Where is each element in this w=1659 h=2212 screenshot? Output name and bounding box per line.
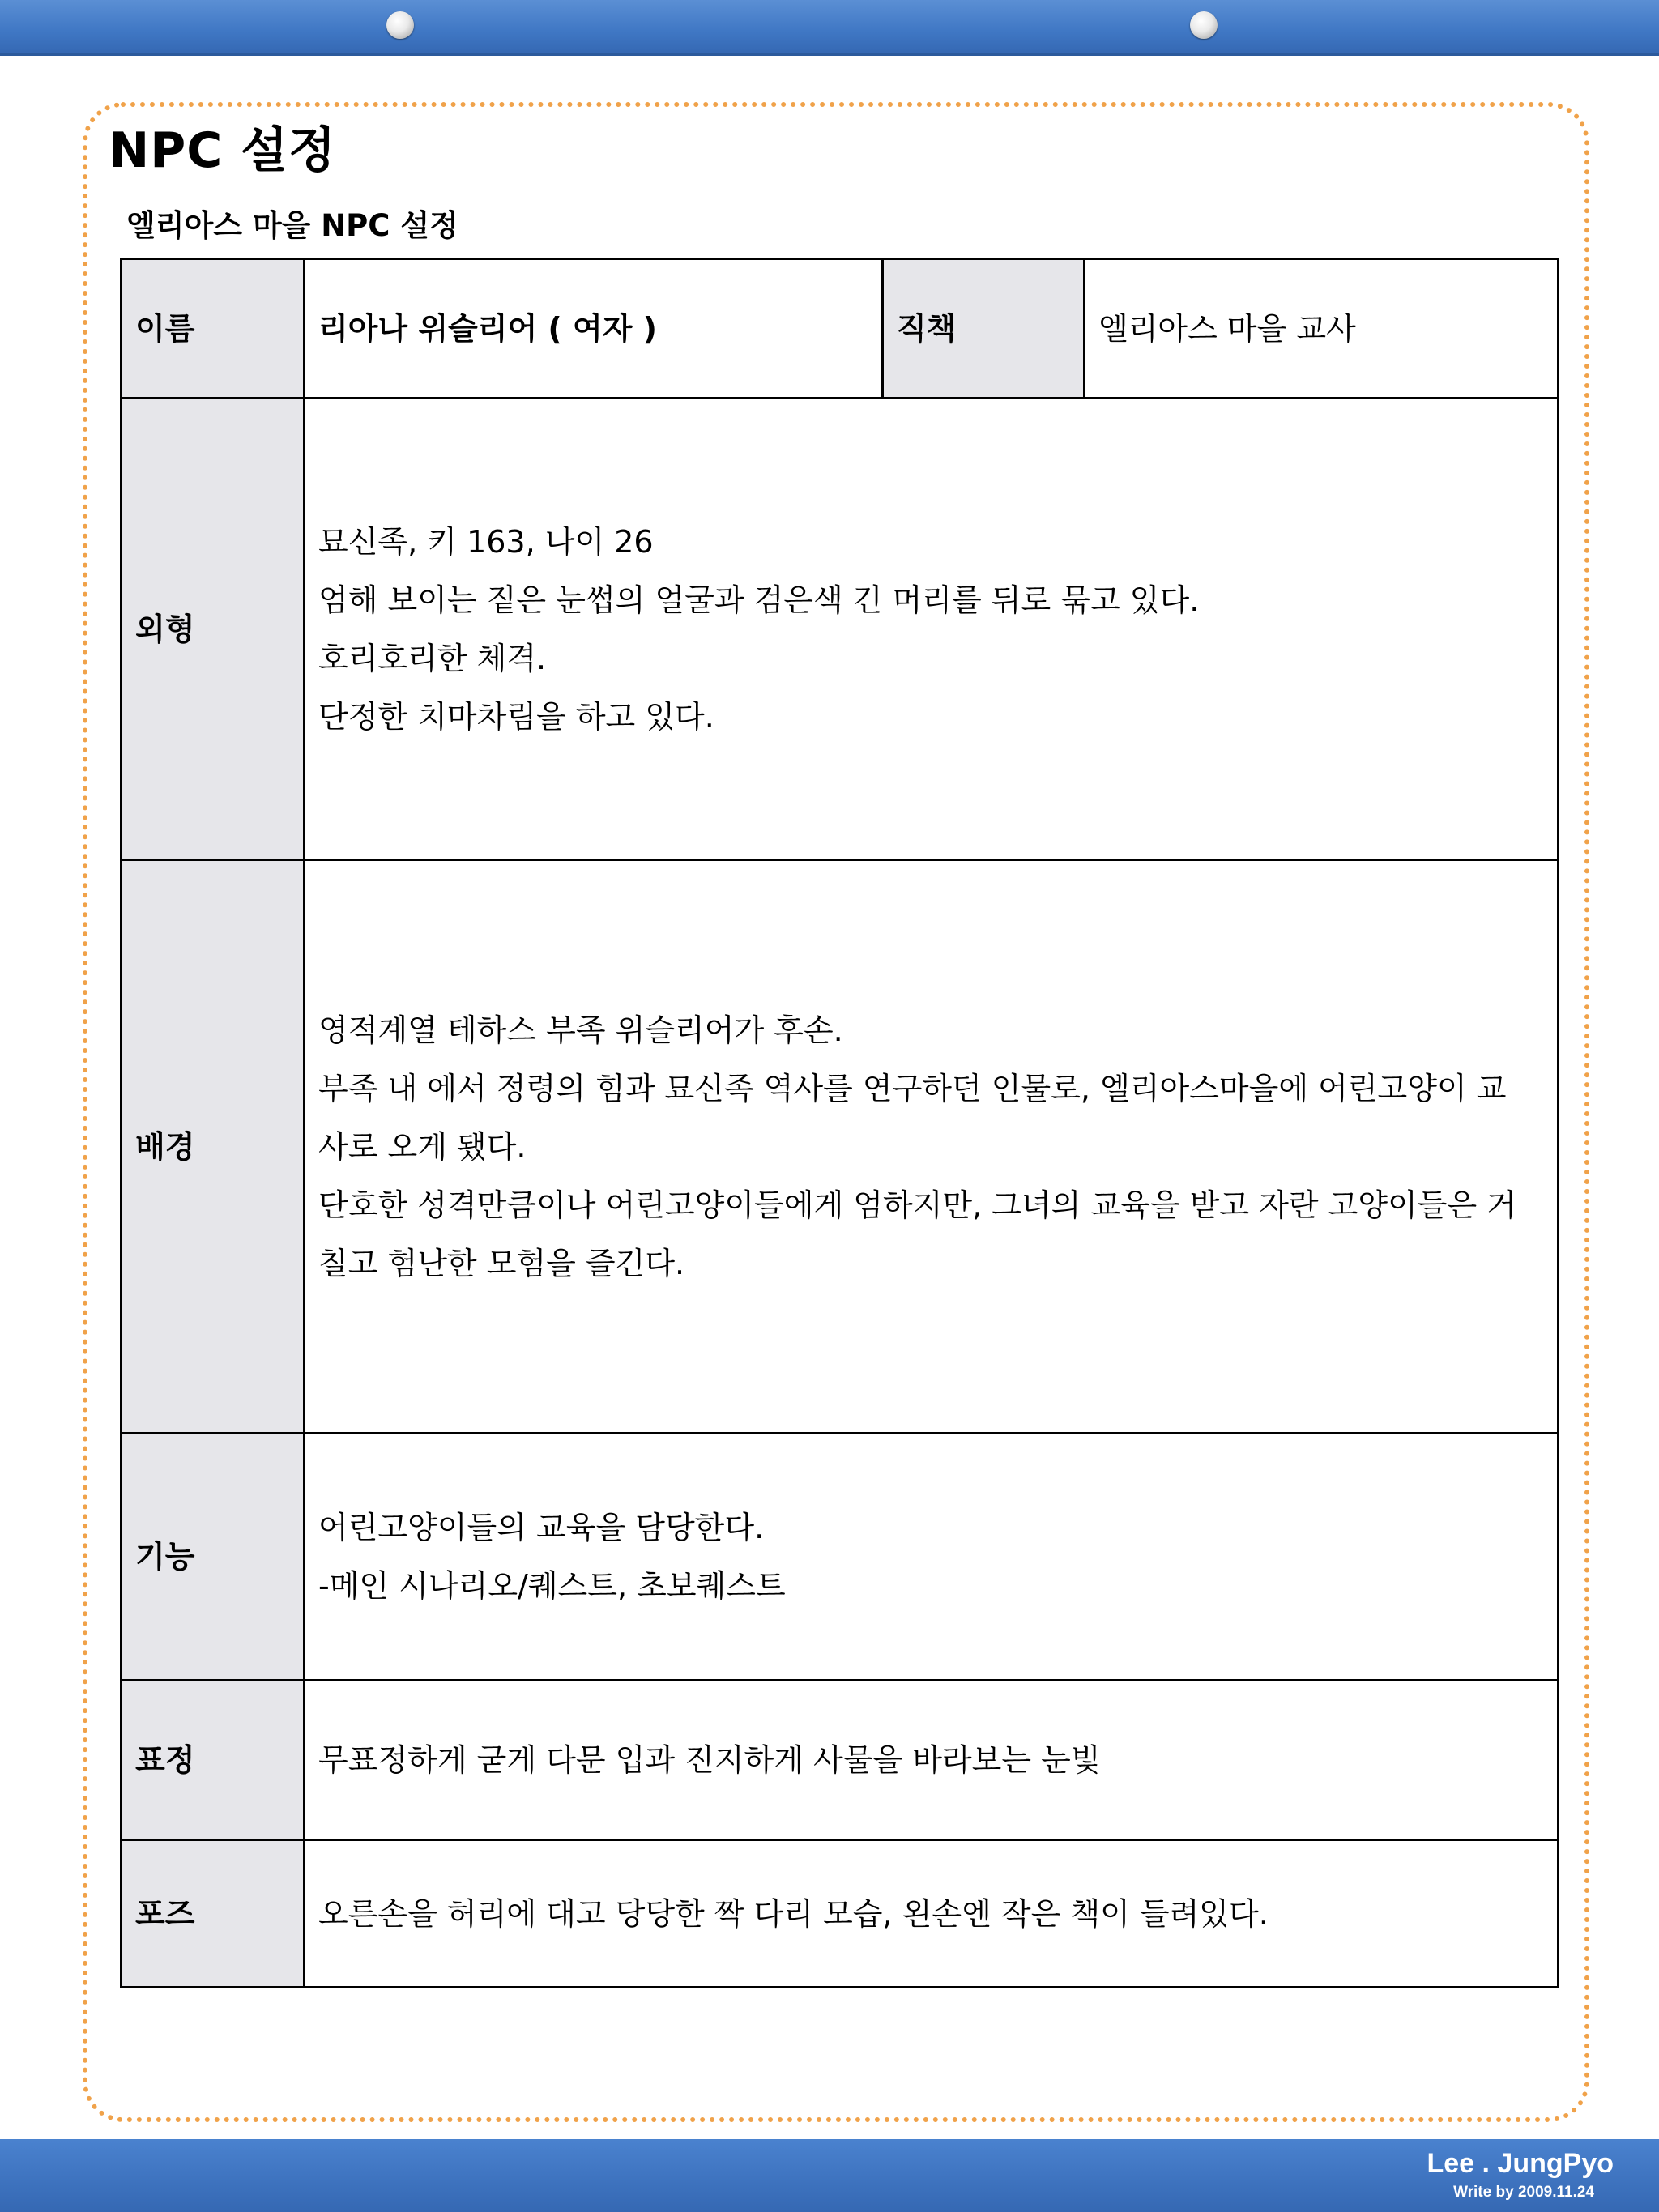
function-line: 어린고양이들의 교육을 담당한다. (318, 1510, 765, 1545)
background-line: 칠고 험난한 모험을 즐긴다. (318, 1245, 685, 1281)
table-row-function (122, 1434, 1559, 1681)
appearance-label: 외형 (122, 399, 305, 860)
table-row-background (122, 860, 1559, 1434)
footer-bar (0, 2139, 1659, 2212)
background-label: 배경 (122, 860, 305, 1434)
expression-label: 표정 (122, 1681, 305, 1840)
appearance-value (305, 399, 1559, 860)
background-line: 부족 내 에서 정령의 힘과 묘신족 역사를 연구하던 인물로, 엘리아스마을에 어린고양이 교 (318, 1070, 1507, 1106)
write-date: Write by 2009.11.24 (1453, 2184, 1594, 2201)
background-value (305, 860, 1559, 1434)
binder-ring-left-icon (386, 11, 414, 39)
page-title: NPC 설정 (109, 122, 337, 179)
binder-ring-right-icon (1190, 11, 1218, 39)
table-row-pose (122, 1840, 1559, 1988)
table-row-appearance (122, 399, 1559, 860)
expression-value: 무표정하게 굳게 다문 입과 진지하게 사물을 바라보는 눈빛 (305, 1681, 1559, 1840)
background-line: 사로 오게 됐다. (318, 1128, 527, 1165)
name-label: 이름 (122, 259, 305, 399)
npc-info-table (120, 258, 1559, 1988)
appearance-line: 묘신족, 키 163, 나이 26 (318, 523, 654, 560)
appearance-line: 엄해 보이는 짙은 눈썹의 얼굴과 검은색 긴 머리를 뒤로 묶고 있다. (318, 582, 1200, 618)
table-row-expression (122, 1681, 1559, 1840)
page-subtitle: 엘리아스 마을 NPC 설정 (126, 208, 458, 243)
top-banner (0, 0, 1659, 56)
function-label: 기능 (122, 1434, 305, 1681)
appearance-line: 호리호리한 체격. (318, 640, 547, 676)
appearance-line: 단정한 치마차림을 하고 있다. (318, 698, 714, 735)
function-line: -메인 시나리오/퀘스트, 초보퀘스트 (318, 1568, 786, 1604)
background-line: 단호한 성격만큼이나 어린고양이들에게 엄하지만, 그녀의 교육을 받고 자란 고양이들은 거 (318, 1187, 1516, 1223)
background-line: 영적계열 테하스 부족 위슬리어가 후손. (318, 1012, 843, 1048)
function-value (305, 1434, 1559, 1681)
pose-label: 포즈 (122, 1840, 305, 1988)
pose-value: 오른손을 허리에 대고 당당한 짝 다리 모습, 왼손엔 작은 책이 들려있다. (305, 1840, 1559, 1988)
author-name: Lee . JungPyo (1427, 2148, 1614, 2179)
name-value: 리아나 위슬리어 ( 여자 ) (305, 259, 883, 399)
role-value: 엘리아스 마을 교사 (1085, 259, 1559, 399)
role-label: 직책 (883, 259, 1085, 399)
table-row-name (122, 259, 1559, 399)
